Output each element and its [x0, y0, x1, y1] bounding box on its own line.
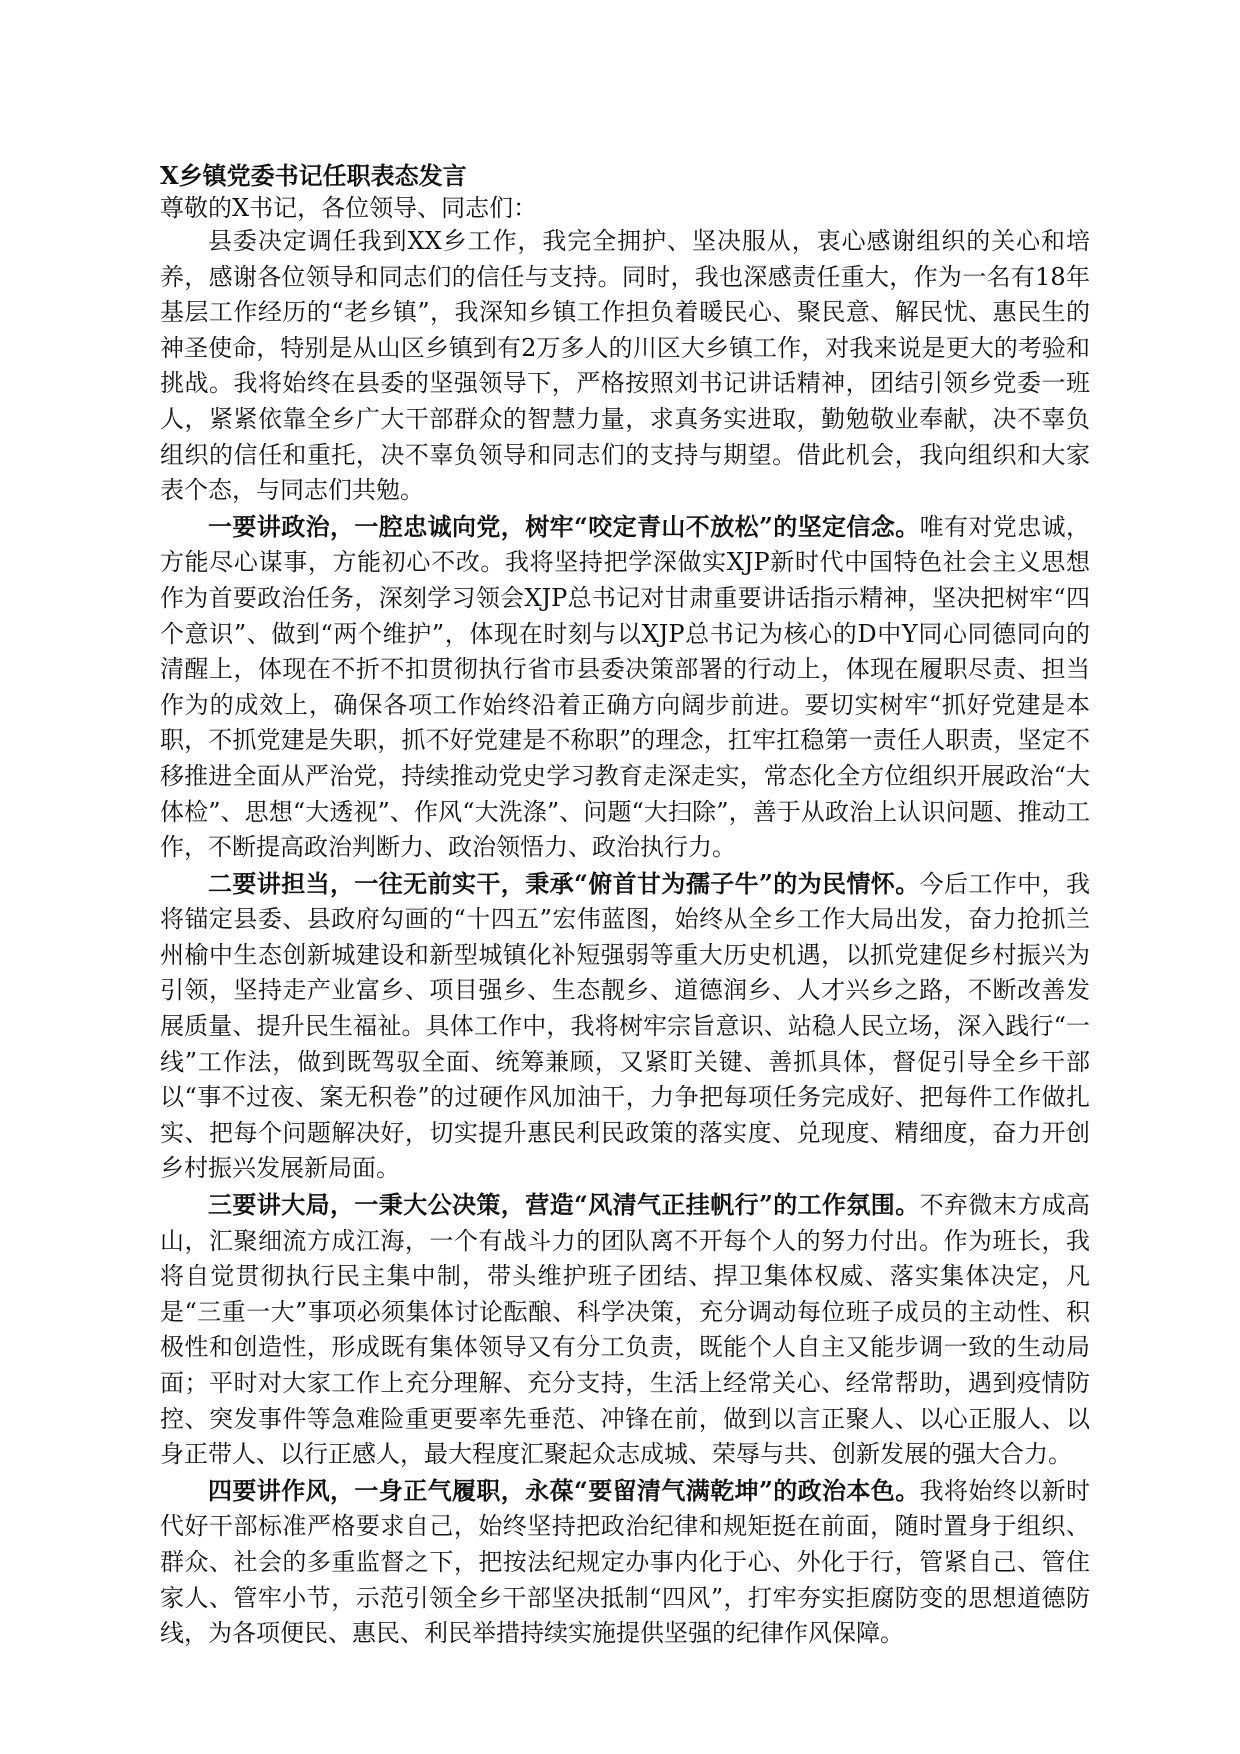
paragraph-intro — [160, 224, 1090, 509]
paragraph-lead: 二要讲担当，一往无前实干，秉承“俯首甘为孺子牛”的为民情怀。 — [208, 868, 920, 898]
document-title: X乡镇党委书记任职表态发言 — [160, 161, 467, 190]
paragraph-body: 唯有对党忠诚，方能尽心谋事，方能初心不改。我将坚持把学深做实XJP新时代中国特色社会主义思想作为首要政治任务，深刻学习领会XJP总书记对甘肃重要讲话指示精神，坚决把树牢“四个意识”、做到“两个维护”，体现在时刻与以XJP总书记为核心的D中Y同心同德同向的清醒上，体现在不折不扣贯彻执行省市县委决策部署的行动上，体现在履职尽责、担当作为的成效上，确保各项工作始终沿着正确方向阔步前进。要切实树牢“抓好党建是本职，不抓党建是失职，抓不好党建是不称职”的理念，扛牢扛稳第一责任人职责，坚定不移推进全面从严治党，持续推动党史学习教育走深走实，常态化全方位组织开展政治“大体检”、思想“大透视”、作风“大洗涤”、问题“大扫除”，善于从政治上认识问题、推动工作，不断提高政治判断力、政治领悟力、政治执行力。 — [160, 512, 1091, 862]
salutation: 尊敬的X书记，各位领导、同志们： — [160, 194, 538, 222]
paragraph-politics — [160, 509, 1090, 866]
document-page — [160, 160, 1090, 1652]
paragraph-overall — [160, 1187, 1090, 1473]
paragraph-lead: 三要讲大局，一秉大公决策，营造“风清气正挂帆行”的工作氛围。 — [208, 1190, 920, 1220]
paragraph-body: 今后工作中，我将锚定县委、县政府勾画的“十四五”宏伟蓝图，始终从全乡工作大局出发，奋力抢抓兰州榆中生态创新城建设和新型城镇化补短强弱等重大历史机遇，以抓党建促乡村振兴为引领，坚持走产业富乡、项目强乡、生态靓乡、道德润乡、人才兴乡之路，不断改善发展质量、提升民生福祉。具体工作中，我将树牢宗旨意识、站稳人民立场，深入践行“一线”工作法，做到既驾驭全面、统筹兼顾，又紧盯关键、善抓具体，督促引导全乡干部以“事不过夜、案无积卷”的过硬作风加油干，力争把每项任务完成好、把每件工作做扎实、把每个问题解决好，切实提升惠民利民政策的落实度、兑现度、精细度，奋力开创乡村振兴发展新局面。 — [160, 869, 1091, 1183]
paragraph-body: 不弃微末方成高山，汇聚细流方成江海，一个有战斗力的团队离不开每个人的努力付出。作为班长，我将自觉贯彻执行民主集中制，带头维护班子团结、捍卫集体权威、落实集体决定，凡是“三重一大”事项必须集体讨论酝酿、科学决策，充分调动每位班子成员的主动性、积极性和创造性，形成既有集体领导又有分工负责，既能个人自主又能步调一致的生动局面；平时对大家工作上充分理解、充分支持，生活上经常关心、经常帮助，遇到疫情防控、突发事件等急难险重更要率先垂范、冲锋在前，做到以言正聚人、以心正服人、以身正带人、以行正感人，最大程度汇聚起众志成城、荣辱与共、创新发展的强大合力。 — [160, 1191, 1091, 1469]
paragraph-conduct — [160, 1473, 1090, 1652]
paragraph-responsibility — [160, 866, 1090, 1187]
paragraph-lead: 一要讲政治，一腔忠诚向党，树牢“咬定青山不放松”的坚定信念。 — [208, 511, 920, 541]
paragraph-lead: 四要讲作风，一身正气履职，永葆“要留清气满乾坤”的政治本色。 — [208, 1475, 920, 1505]
paragraph-body: 我将始终以新时代好干部标准严格要求自己，始终坚持把政治纪律和规矩挺在前面，随时置身于组织、群众、社会的多重监督之下，把按法纪规定办事内化于心、外化于行，管紧自己、管住家人、管牢小节，示范引领全乡干部坚决抵制“四风”，打牢夯实拒腐防变的思想道德防线，为各项便民、惠民、利民举措持续实施提供坚强的纪律作风保障。 — [160, 1476, 1091, 1648]
paragraph-body: 县委决定调任我到XX乡工作，我完全拥护、坚决服从，衷心感谢组织的关心和培养，感谢各位领导和同志们的信任与支持。同时，我也深感责任重大，作为一名有18年基层工作经历的“老乡镇”，我深知乡镇工作担负着暖民心、聚民意、解民忧、惠民生的神圣使命，特别是从山区乡镇到有2万多人的川区大乡镇工作，对我来说是更大的考验和挑战。我将始终在县委的坚强领导下，严格按照刘书记讲话精神，团结引领乡党委一班人，紧紧依靠全乡广大干部群众的智慧力量，求真务实进取，勤勉敬业奉献，决不辜负组织的信任和重托，决不辜负领导和同志们的支持与期望。借此机会，我向组织和大家表个态，与同志们共勉。 — [160, 227, 1090, 505]
